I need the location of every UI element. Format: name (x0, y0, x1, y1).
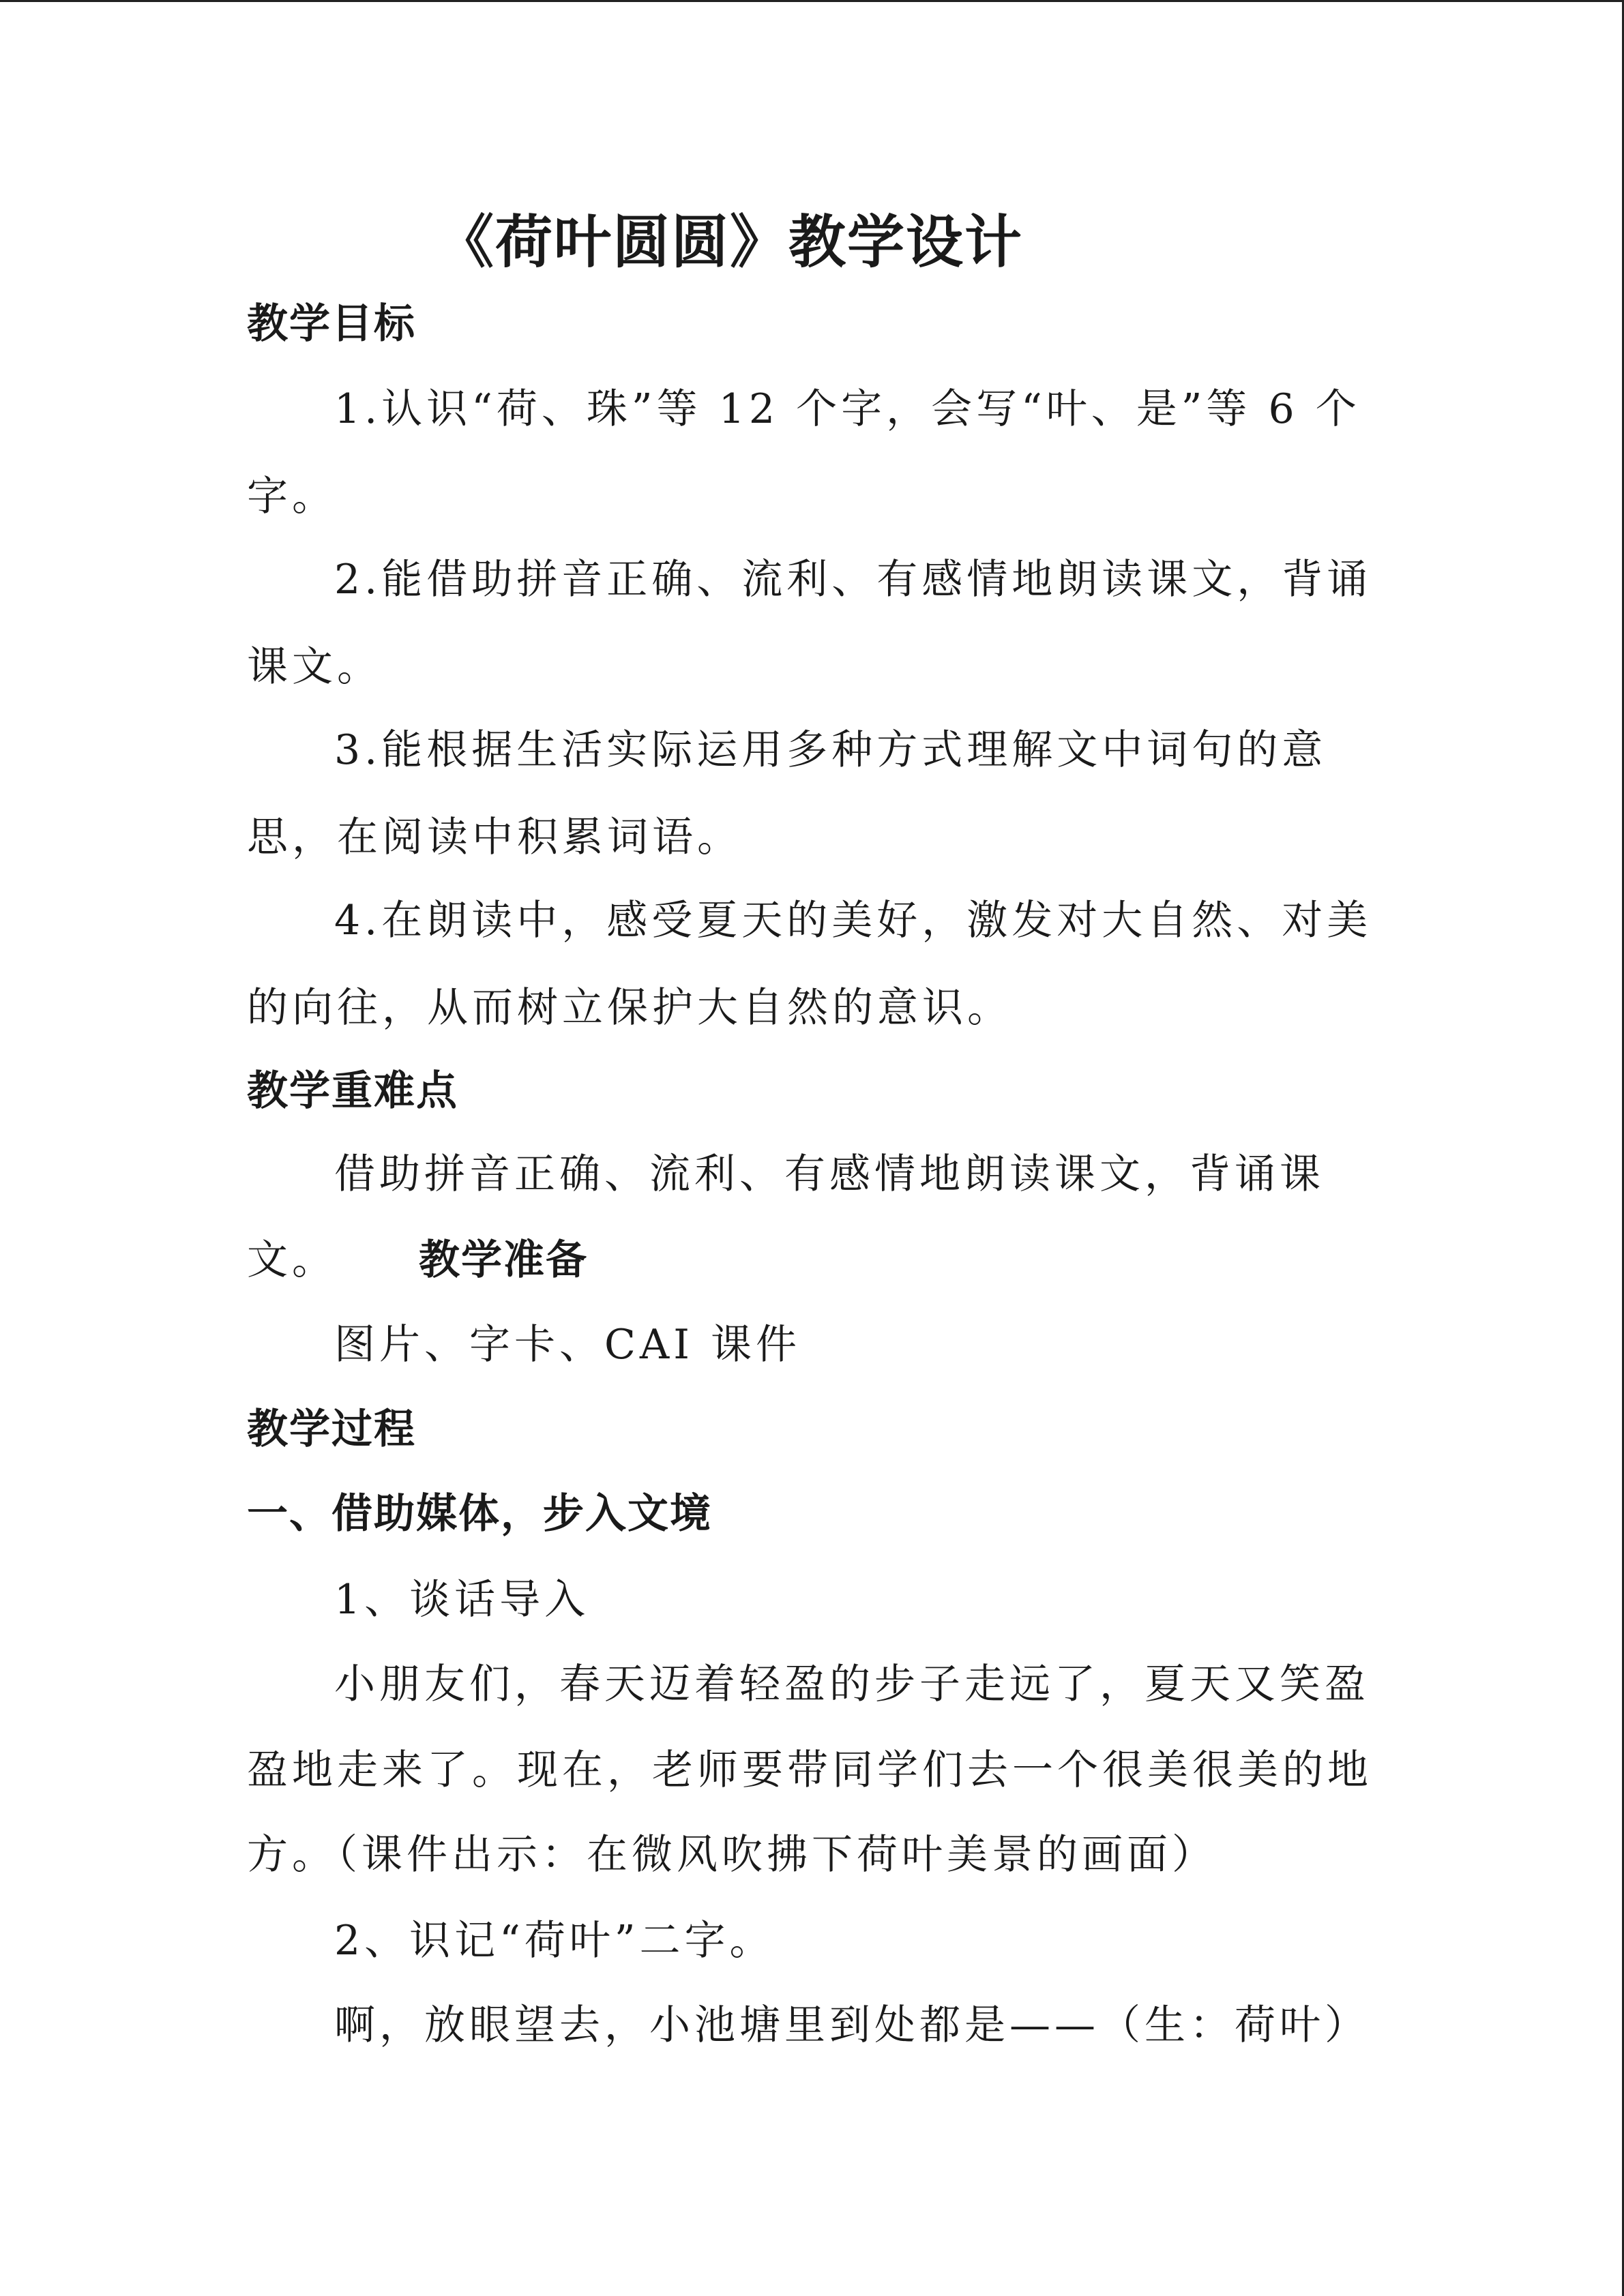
preparation-content: 图片、字卡、CAI 课件 (334, 1321, 801, 1369)
key-points-line2-row (247, 1233, 588, 1287)
page-top-border (0, 0, 1624, 2)
step1-text-line1: 小朋友们，春天迈着轻盈的步子走远了，夏天又笑盈 (334, 1660, 1370, 1708)
objective-3-line1: 3.能根据生活实际运用多种方式理解文中词句的意 (334, 726, 1327, 774)
objective-2-line1: 2.能借助拼音正确、流利、有感情地朗读课文，背诵 (334, 556, 1372, 603)
objective-1-line2: 字。 (247, 473, 337, 520)
objectives-heading: 教学目标 (247, 300, 416, 348)
document-title: 《荷叶圆圆》教学设计 (437, 208, 1024, 275)
objective-4-line2: 的向往，从而树立保护大自然的意识。 (247, 984, 1012, 1032)
step1-title: 1、谈话导入 (334, 1576, 590, 1624)
key-points-heading: 教学重难点 (247, 1067, 458, 1115)
objective-2-line2: 课文。 (247, 643, 382, 691)
objective-1-line1: 1.认识“荷、珠”等 12 个字，会写“叶、是”等 6 个 (334, 385, 1361, 433)
objective-3-line2: 思，在阅读中积累词语。 (247, 814, 742, 861)
step1-text-line3: 方。（课件出示：在微风吹拂下荷叶美景的画面） (247, 1831, 1217, 1879)
preparation-heading: 教学准备 (419, 1236, 588, 1284)
step1-text-line2: 盈地走来了。现在，老师要带同学们去一个很美很美的地 (247, 1746, 1372, 1794)
key-points-line2: 文。 (247, 1236, 337, 1284)
step2-text-line: 啊，放眼望去，小池塘里到处都是——（生：荷叶） (334, 2001, 1370, 2049)
step2-title: 2、识记“荷叶”二字。 (334, 1917, 775, 1965)
process-heading: 教学过程 (247, 1405, 416, 1453)
objective-4-line1: 4.在朗读中，感受夏天的美好，激发对大自然、对美 (334, 897, 1372, 944)
process-part1-heading: 一、借助媒体，步入文境 (247, 1490, 712, 1538)
key-points-line1: 借助拼音正确、流利、有感情地朗读课文，背诵课 (334, 1150, 1325, 1198)
